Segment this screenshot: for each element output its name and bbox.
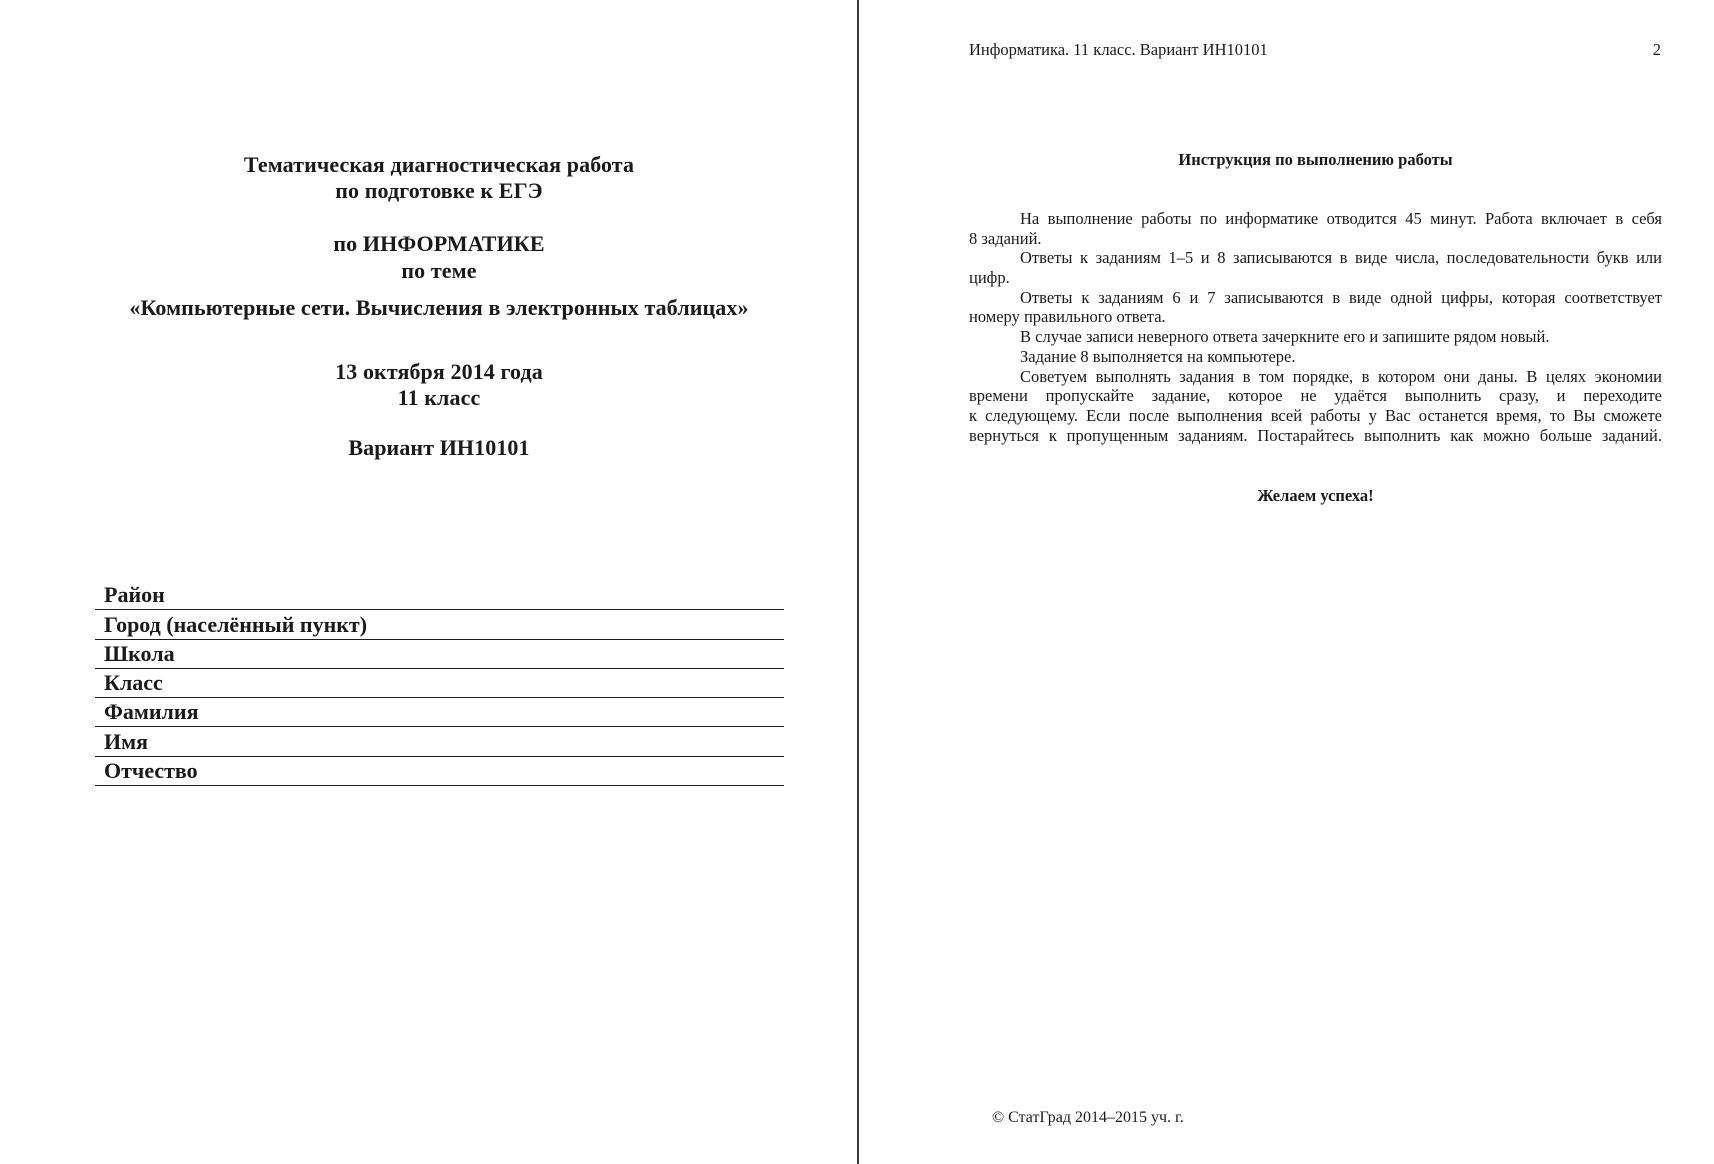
form-field-city: [95, 610, 784, 639]
page-number: 2: [1652, 40, 1661, 59]
paragraph-line: В случае записи неверного ответа зачеркните его и запишите рядом новый.: [1020, 327, 1550, 347]
exam-date: 13 октября 2014 года: [335, 359, 543, 384]
variant-label: Вариант ИН10101: [348, 435, 530, 460]
closing-wish: Желаем успеха!: [1257, 486, 1374, 505]
form-field-label: Отчество: [104, 758, 198, 784]
form-field-label: Фамилия: [104, 699, 199, 725]
form-field-class: [95, 669, 784, 698]
title-line-2: по подготовке к ЕГЭ: [335, 178, 543, 203]
title-line-1: Тематическая диагностическая работа: [243, 152, 635, 177]
running-header: Информатика. 11 класс. Вариант ИН10101: [969, 40, 1268, 59]
paragraph-line: Советуем выполнять задания в том порядке, в котором они даны. В целях экономии: [1020, 366, 1662, 386]
instructions-body: [969, 209, 1662, 445]
page-divider: [857, 0, 859, 1164]
topic-title: «Компьютерные сети. Вычисления в электронных таблицах»: [129, 295, 749, 320]
paragraph-line: вернуться к пропущенным заданиям. Постарайтесь выполнить как можно больше заданий.: [969, 425, 1662, 445]
form-field-first-name: [95, 727, 784, 756]
form-field-school: [95, 640, 784, 669]
form-field-label: Имя: [104, 728, 148, 754]
paragraph-line: Ответы к заданиям 1–5 и 8 записываются в виде числа, последовательности букв или: [1020, 248, 1662, 268]
paragraph-line: Ответы к заданиям 6 и 7 записываются в виде одной цифры, которая соответствует: [1020, 287, 1662, 307]
grade-label: 11 класс: [397, 385, 481, 410]
paragraph-line: Задание 8 выполняется на компьютере.: [1020, 346, 1296, 366]
paragraph-line: к следующему. Если после выполнения всей работы у Вас останется время, то Вы сможете: [969, 405, 1662, 425]
subject-line: по ИНФОРМАТИКЕ: [333, 231, 545, 256]
form-field-patronymic: [95, 757, 784, 786]
topic-prefix: по теме: [401, 258, 477, 283]
paragraph-line: 8 заданий.: [969, 228, 1042, 248]
form-field-district: [95, 581, 784, 610]
form-field-label: Школа: [104, 640, 175, 666]
paragraph-line: цифр.: [969, 268, 1010, 288]
paragraph-line: времени пропускайте задание, которое не удаётся выполнить сразу, и переходите: [969, 386, 1662, 406]
paragraph-line: На выполнение работы по информатике отводится 45 минут. Работа включает в себя: [1020, 209, 1662, 228]
form-field-label: Город (населённый пункт): [104, 611, 368, 637]
student-info-form: [95, 581, 784, 786]
form-field-label: Район: [104, 582, 165, 608]
instructions-title: Инструкция по выполнению работы: [1178, 150, 1453, 169]
form-field-surname: [95, 698, 784, 727]
paragraph-line: номеру правильного ответа.: [969, 307, 1166, 327]
form-field-label: Класс: [104, 670, 163, 696]
copyright-footer: © СтатГрад 2014–2015 уч. г.: [992, 1109, 1184, 1126]
